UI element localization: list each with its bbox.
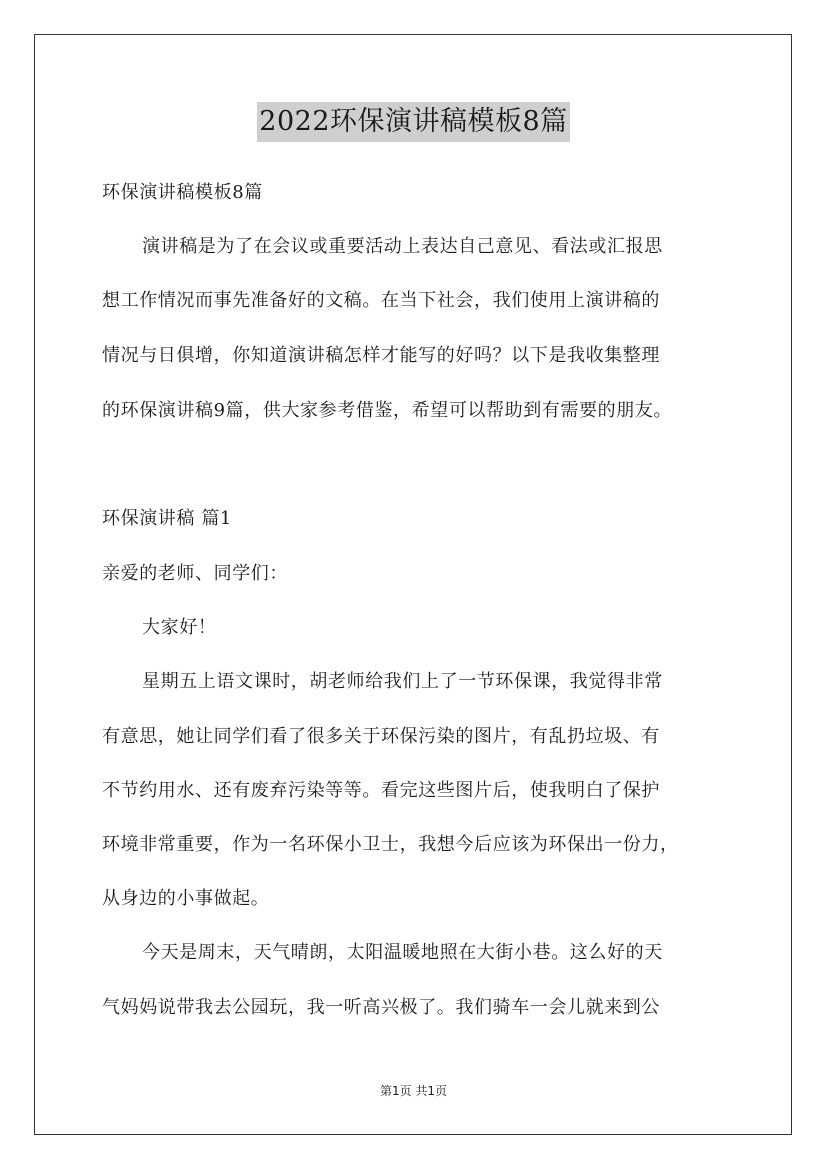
page-footer: 第1页 共1页 — [379, 1084, 448, 1098]
paragraph-line: 今天是周末，天气晴朗，太阳温暖地照在大街小巷。这么好的天 — [142, 942, 663, 963]
paragraph-line: 不节约用水、还有废弃污染等等。看完这些图片后，使我明白了保护 — [102, 780, 660, 801]
document-title: 2022环保演讲稿模板8篇 — [257, 102, 569, 142]
paragraph-line: 环境非常重要，作为一名环保小卫士，我想今后应该为环保出一份力， — [102, 834, 679, 855]
paragraph-line: 气妈妈说带我去公园玩，我一听高兴极了。我们骑车一会儿就来到公 — [102, 997, 660, 1018]
section-heading: 环保演讲稿 篇1 — [102, 508, 232, 529]
greeting: 大家好！ — [142, 617, 217, 638]
intro-line: 情况与日俱增，你知道演讲稿怎样才能写的好吗？以下是我收集整理 — [102, 345, 660, 366]
paragraph-line: 从身边的小事做起。 — [102, 888, 270, 909]
document-subtitle: 环保演讲稿模板8篇 — [102, 182, 263, 203]
document-title-wrap — [0, 102, 827, 142]
intro-line: 的环保演讲稿9篇，供大家参考借鉴，希望可以帮助到有需要的朋友。 — [102, 400, 673, 421]
paragraph-line: 有意思，她让同学们看了很多关于环保污染的图片，有乱扔垃圾、有 — [102, 726, 660, 747]
intro-line: 演讲稿是为了在会议或重要活动上表达自己意见、看法或汇报思 — [142, 236, 663, 257]
paragraph-line: 星期五上语文课时，胡老师给我们上了一节环保课，我觉得非常 — [142, 671, 663, 692]
salutation: 亲爱的老师、同学们： — [102, 563, 288, 584]
intro-line: 想工作情况而事先准备好的文稿。在当下社会，我们使用上演讲稿的 — [102, 290, 660, 311]
